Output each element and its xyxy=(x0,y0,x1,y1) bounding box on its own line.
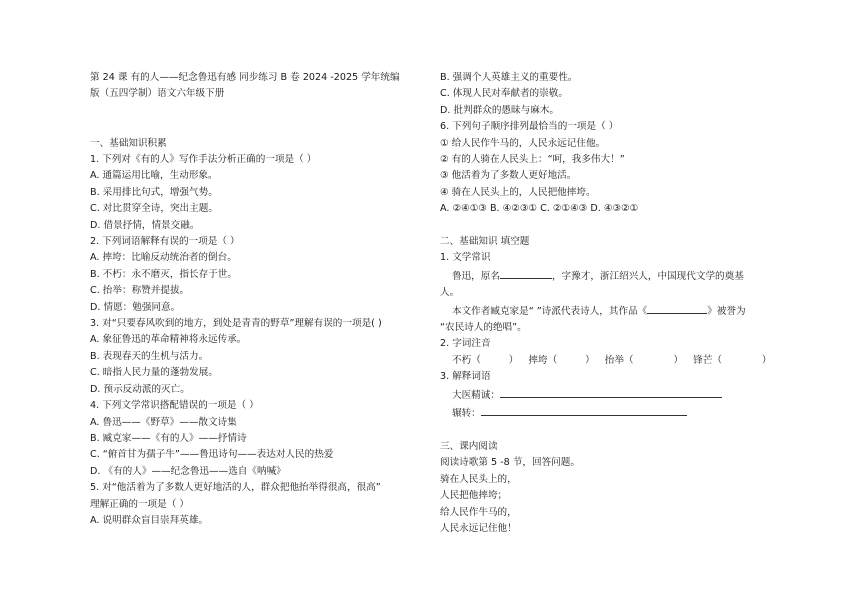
fill-2-label: 2. 字词注音 xyxy=(440,338,491,350)
q4-stem: 4. 下列文学常识搭配错误的一项是（ ） xyxy=(90,400,259,412)
q5-option-b: B. 强调个人英雄主义的重要性。 xyxy=(440,72,578,83)
poem-line-3: 给人民作牛马的， xyxy=(440,506,517,518)
q6-item-1: ① 给人民作牛马的，人民永远记住他。 xyxy=(440,137,606,149)
original-name-blank[interactable] xyxy=(500,267,552,279)
define-row-2 xyxy=(440,404,780,422)
q3-option-a: A. 象征鲁迅的革命精神将永远传承。 xyxy=(90,334,247,346)
left-column xyxy=(90,70,430,529)
q1-stem: 1. 下列对《有的人》写作手法分析正确的一项是（ ） xyxy=(90,154,317,165)
q4-option-b: B. 臧克家——《有的人》——抒情诗 xyxy=(90,432,247,444)
q3-option-d: D. 预示反动派的灭亡。 xyxy=(90,383,190,395)
fill-1-text-b: ，字豫才，浙江绍兴人，中国现代文学的奠基 xyxy=(551,270,744,282)
fill-1-line-4: “农民诗人的绝唱”。 xyxy=(440,322,527,334)
q5-stem-line-1: 5. 对“他活着为了多数人更好地活的人，群众把他抬举得很高，很高” xyxy=(90,482,381,494)
q5-option-c: C. 体现人民对奉献者的崇敬。 xyxy=(440,88,568,100)
word-taiju: 抬举 xyxy=(604,354,624,366)
q2-option-c: C. 抬举：称赞并提拔。 xyxy=(90,285,190,297)
poem-line-2: 人民把他摔垮； xyxy=(440,490,508,502)
q5-option-a: A. 说明群众盲目崇拜英雄。 xyxy=(90,514,209,526)
definition-blank-2[interactable] xyxy=(481,404,687,416)
q6-stem: 6. 下列句子顺序排列最恰当的一项是（ ） xyxy=(440,121,619,133)
poem-line-4: 人民永远记住他！ xyxy=(440,522,517,534)
word-buxiu: 不朽 xyxy=(452,354,472,366)
section-3-heading: 三、课内阅读 xyxy=(440,440,498,452)
word-shuaikua: 摔垮 xyxy=(528,354,548,366)
q6-item-3: ③ 他活着为了多数人更好地活。 xyxy=(440,170,577,182)
q4-option-d: D. 《有的人》——纪念鲁迅——选自《呐喊》 xyxy=(90,465,286,477)
right-column xyxy=(440,70,780,537)
q5-option-d: D. 批判群众的愚昧与麻木。 xyxy=(440,104,560,116)
word-zhanzhuan: 辗转： xyxy=(452,408,481,420)
title-line-2: 版（五四学制）语文六年级下册 xyxy=(90,88,225,100)
q1-option-b: B. 采用排比句式，增强气势。 xyxy=(90,186,218,198)
q1-option-c: C. 对比贯穿全诗，突出主题。 xyxy=(90,203,218,215)
q2-option-a: A. 摔垮：比喻反动统治者的倒台。 xyxy=(90,252,237,264)
pinyin-row: 不朽（ ） 摔垮（ ） 抬举（ ） 锋芒（ ） xyxy=(452,354,772,366)
q5-stem-line-2: 理解正确的一项是（ ） xyxy=(90,498,189,510)
section-2-heading: 二、基础知识 填空题 xyxy=(440,236,530,248)
q6-item-2: ② 有的人骑在人民头上：“呵，我多伟大！” xyxy=(440,154,625,166)
q2-option-d: D. 情愿：勉强同意。 xyxy=(90,301,181,313)
fill-1-label: 1. 文学常识 xyxy=(440,252,491,264)
work-title-blank[interactable] xyxy=(647,302,707,314)
definition-blank-1[interactable] xyxy=(500,386,722,398)
word-dayijingcheng: 大医精诚： xyxy=(452,389,500,401)
q1-option-a: A. 通篇运用比喻，生动形象。 xyxy=(90,170,218,182)
fill-1-text-d: 》被誉为 xyxy=(707,305,746,317)
q4-option-c: C. “俯首甘为孺子牛”——鲁迅诗句——表达对人民的热爱 xyxy=(90,449,334,461)
q1-option-d: D. 借景抒情，情景交融。 xyxy=(90,219,200,231)
q3-stem: 3. 对“只要春风吹到的地方，到处是青青的野草”理解有误的一项是( ) xyxy=(90,318,382,330)
q6-options: A. ②④①③ B. ④②③① C. ②①④③ D. ④③②① xyxy=(440,203,639,215)
q3-option-b: B. 表现春天的生机与活力。 xyxy=(90,350,209,362)
title-line-1: 第 24 课 有的人——纪念鲁迅有感 同步练习 B 卷 2024 -2025 学年统编 xyxy=(90,72,400,83)
reading-intro: 阅读诗歌第 5 -8 节，回答问题。 xyxy=(440,457,580,469)
q4-option-a: A. 鲁迅——《野草》——散文诗集 xyxy=(90,416,237,428)
fill-1-line-1 xyxy=(440,267,780,285)
fill-1-line-2: 人。 xyxy=(440,287,460,299)
fill-1-text-a: 鲁迅，原名 xyxy=(452,270,500,282)
define-row-1 xyxy=(440,386,780,404)
q6-item-4: ④ 骑在人民头上的，人民把他摔垮。 xyxy=(440,186,596,198)
fill-3-label: 3. 解释词语 xyxy=(440,371,491,383)
fill-1-line-3 xyxy=(440,302,780,320)
word-fengmang: 锋芒 xyxy=(693,354,713,366)
q2-stem: 2. 下列词语解释有误的一项是（ ） xyxy=(90,236,240,248)
q3-option-c: C. 暗指人民力量的蓬勃发展。 xyxy=(90,367,218,379)
poem-line-1: 骑在人民头上的， xyxy=(440,473,517,485)
q2-option-b: B. 不朽：永不磨灭，指长存于世。 xyxy=(90,268,237,280)
section-1-heading: 一、基础知识积累 xyxy=(90,137,167,149)
fill-1-text-c: 本文作者臧克家是“ ”诗派代表诗人，其作品《 xyxy=(452,305,648,317)
